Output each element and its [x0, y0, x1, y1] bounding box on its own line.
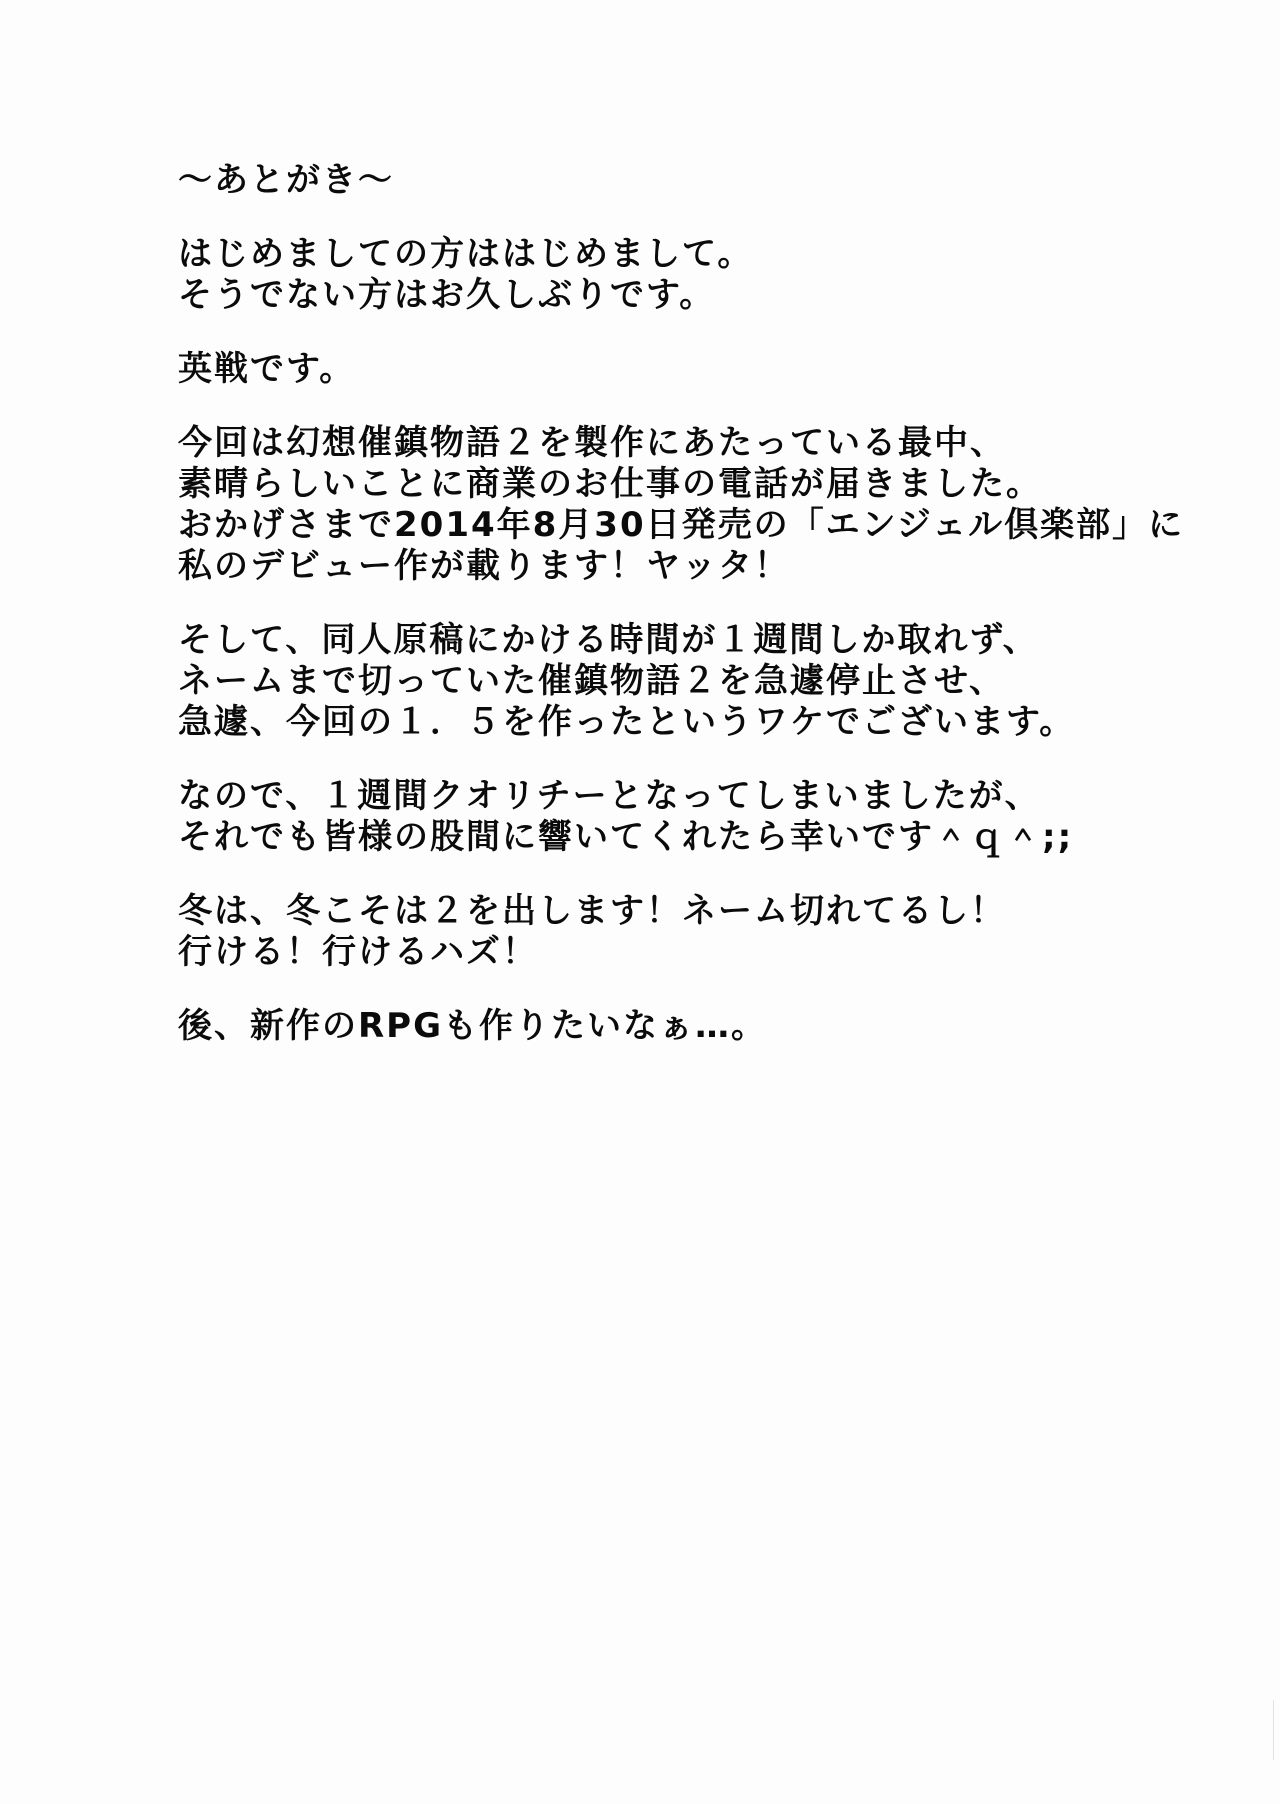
- paragraph-author: [178, 349, 1178, 390]
- afterword-title: 〜あとがき〜: [178, 160, 394, 200]
- scan-edge-mark: [1273, 1700, 1274, 1760]
- afterword-text: [178, 160, 1185, 1080]
- paragraph-quality: [178, 776, 1178, 858]
- paragraph-greeting: [178, 234, 1178, 316]
- text-line: おかげさまで2014年8月30日発売の「エンジェル倶楽部」に: [178, 505, 1185, 545]
- paragraph-schedule: [178, 620, 1178, 743]
- text-line: 後、新作のRPGも作りたいなぁ…。: [178, 1006, 768, 1046]
- text-line: ネームまで切っていた催鎮物語２を急遽停止させ、: [178, 661, 1005, 701]
- text-line: 私のデビュー作が載ります！ヤッタ！: [178, 546, 790, 586]
- text-line: そうでない方はお久しぶりです。: [178, 275, 716, 315]
- text-line: 急遽、今回の１．５を作ったというワケでございます。: [178, 702, 1076, 742]
- text-line: なので、１週間クオリチーとなってしまいましたが、: [178, 776, 1041, 816]
- text-line: 冬は、冬こそは２を出します！ネーム切れてるし！: [178, 891, 1006, 931]
- text-line: 素晴らしいことに商業のお仕事の電話が届きました。: [178, 464, 1042, 504]
- text-line: 英戦です。: [178, 349, 356, 389]
- paragraph-news: [178, 423, 1185, 587]
- text-line: 行ける！行けるハズ！: [178, 932, 538, 972]
- text-line: そして、同人原稿にかける時間が１週間しか取れず、: [178, 620, 1039, 660]
- text-line: それでも皆様の股間に響いてくれたら幸いです＾ｑ＾;;: [178, 817, 1074, 857]
- paragraph-rpg: [178, 1006, 1178, 1047]
- text-line: はじめましての方ははじめまして。: [178, 234, 754, 274]
- afterword-heading-block: [178, 160, 1178, 201]
- paragraph-winter: [178, 891, 1178, 973]
- text-line: 今回は幻想催鎮物語２を製作にあたっている最中、: [178, 423, 1006, 463]
